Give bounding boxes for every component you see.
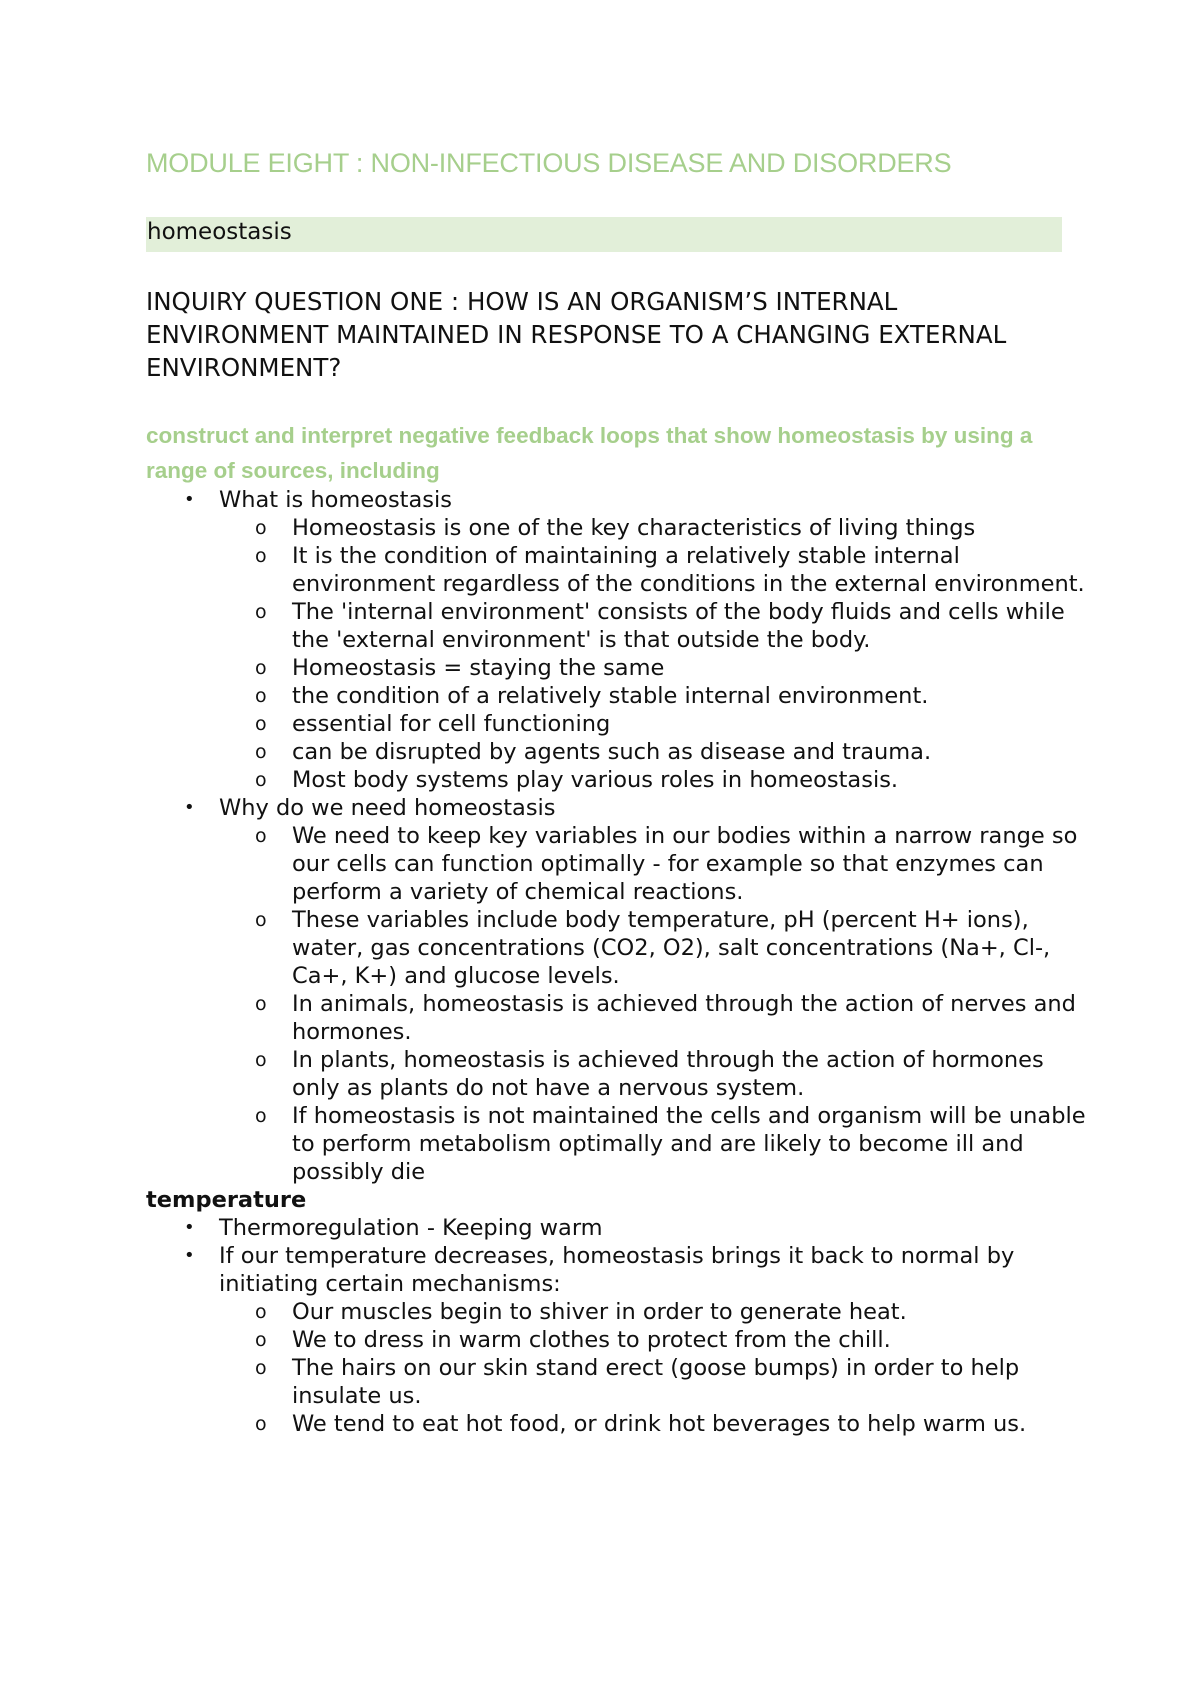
sub-bullet-text: We tend to eat hot food, or drink hot beverages to help warm us. bbox=[292, 1411, 1027, 1437]
sub-bullet-item bbox=[255, 598, 1086, 654]
temperature-bullet-list bbox=[146, 1214, 1086, 1438]
sub-bullet-text: Our muscles begin to shiver in order to generate heat. bbox=[292, 1299, 907, 1325]
bullet-text: Thermoregulation - Keeping warm bbox=[219, 1215, 603, 1241]
sub-bullet-list bbox=[219, 1298, 1086, 1438]
sub-bullet-marker: o bbox=[255, 545, 267, 567]
bullet-item bbox=[184, 1242, 1086, 1438]
sub-bullet-text: Homeostasis = staying the same bbox=[292, 655, 665, 681]
module-title: MODULE EIGHT : NON-INFECTIOUS DISEASE AND DISORDERS bbox=[146, 148, 952, 178]
sub-bullet-text: can be disrupted by agents such as disease and trauma. bbox=[292, 739, 932, 765]
sub-bullet-item bbox=[255, 1354, 1086, 1410]
sub-bullet-item bbox=[255, 682, 1086, 710]
temperature-heading: temperature bbox=[146, 1187, 307, 1213]
syllabus-point: construct and interpret negative feedback loops that show homeostasis by using a range of sources, including bbox=[146, 423, 1033, 483]
sub-bullet-text: essential for cell functioning bbox=[292, 711, 611, 737]
sub-bullet-item bbox=[255, 1410, 1086, 1438]
sub-bullet-marker: o bbox=[255, 1357, 267, 1379]
notes-content bbox=[146, 486, 1086, 1438]
sub-bullet-marker: o bbox=[255, 713, 267, 735]
sub-bullet-marker: o bbox=[255, 1049, 267, 1071]
sub-bullet-list bbox=[219, 514, 1086, 794]
sub-bullet-text: the condition of a relatively stable internal environment. bbox=[292, 683, 929, 709]
sub-bullet-text: We need to keep key variables in our bodies within a narrow range so our cells can function optimally - for example so that enzymes can perform a variety of chemical reactions. bbox=[292, 823, 1078, 905]
inquiry-question: INQUIRY QUESTION ONE : HOW IS AN ORGANISM’S INTERNAL ENVIRONMENT MAINTAINED IN RESPONSE TO A CHANGING EXTERNAL ENVIRONMENT? bbox=[146, 287, 1007, 382]
sub-bullet-text: We to dress in warm clothes to protect from the chill. bbox=[292, 1327, 891, 1353]
section-heading: homeostasis bbox=[147, 219, 292, 245]
sub-bullet-marker: o bbox=[255, 601, 267, 623]
sub-bullet-marker: o bbox=[255, 769, 267, 791]
sub-bullet-text: Most body systems play various roles in homeostasis. bbox=[292, 767, 899, 793]
sub-bullet-marker: o bbox=[255, 1329, 267, 1351]
sub-bullet-text: In plants, homeostasis is achieved through the action of hormones only as plants do not have a nervous system. bbox=[292, 1047, 1044, 1101]
bullet-marker: • bbox=[184, 797, 195, 818]
bullet-marker: • bbox=[184, 489, 195, 510]
sub-bullet-text: In animals, homeostasis is achieved through the action of nerves and hormones. bbox=[292, 991, 1076, 1045]
sub-bullet-marker: o bbox=[255, 1301, 267, 1323]
bullet-item bbox=[184, 794, 1086, 1186]
bullet-marker: • bbox=[184, 1245, 195, 1266]
sub-bullet-item bbox=[255, 1326, 1086, 1354]
sub-bullet-marker: o bbox=[255, 1413, 267, 1435]
homeostasis-bullet-list bbox=[146, 486, 1086, 1186]
sub-bullet-text: The hairs on our skin stand erect (goose bumps) in order to help insulate us. bbox=[292, 1355, 1020, 1409]
sub-bullet-item bbox=[255, 1102, 1086, 1186]
sub-bullet-item bbox=[255, 654, 1086, 682]
sub-bullet-item bbox=[255, 766, 1086, 794]
sub-bullet-marker: o bbox=[255, 657, 267, 679]
sub-bullet-marker: o bbox=[255, 909, 267, 931]
sub-bullet-item bbox=[255, 1298, 1086, 1326]
sub-bullet-item bbox=[255, 822, 1086, 906]
sub-bullet-item bbox=[255, 542, 1086, 598]
sub-bullet-marker: o bbox=[255, 741, 267, 763]
bullet-text: If our temperature decreases, homeostasis brings it back to normal by initiating certain mechanisms: bbox=[219, 1243, 1015, 1297]
bullet-marker: • bbox=[184, 1217, 195, 1238]
sub-bullet-text: Homeostasis is one of the key characteristics of living things bbox=[292, 515, 976, 541]
bullet-text: Why do we need homeostasis bbox=[219, 795, 556, 821]
sub-bullet-text: It is the condition of maintaining a relatively stable internal environment regardless of the conditions in the external environment. bbox=[292, 543, 1085, 597]
bullet-text: What is homeostasis bbox=[219, 487, 452, 513]
sub-bullet-item bbox=[255, 1046, 1086, 1102]
sub-bullet-item bbox=[255, 738, 1086, 766]
sub-bullet-marker: o bbox=[255, 1105, 267, 1127]
sub-bullet-marker: o bbox=[255, 685, 267, 707]
sub-bullet-marker: o bbox=[255, 517, 267, 539]
sub-bullet-item bbox=[255, 990, 1086, 1046]
bullet-item bbox=[184, 1214, 1086, 1242]
sub-bullet-marker: o bbox=[255, 825, 267, 847]
sub-bullet-item bbox=[255, 710, 1086, 738]
bullet-item bbox=[184, 486, 1086, 794]
sub-bullet-list bbox=[219, 822, 1086, 1186]
sub-bullet-text: The 'internal environment' consists of the body fluids and cells while the 'external environment' is that outside the body. bbox=[292, 599, 1065, 653]
sub-bullet-item bbox=[255, 906, 1086, 990]
sub-bullet-text: These variables include body temperature, pH (percent H+ ions), water, gas concentrations (CO2, O2), salt concentrations (Na+, Cl-, Ca+, K+) and glucose levels. bbox=[292, 907, 1051, 989]
sub-bullet-marker: o bbox=[255, 993, 267, 1015]
sub-bullet-text: If homeostasis is not maintained the cells and organism will be unable to perform metabolism optimally and are likely to become ill and possibly die bbox=[292, 1103, 1086, 1185]
sub-bullet-item bbox=[255, 514, 1086, 542]
